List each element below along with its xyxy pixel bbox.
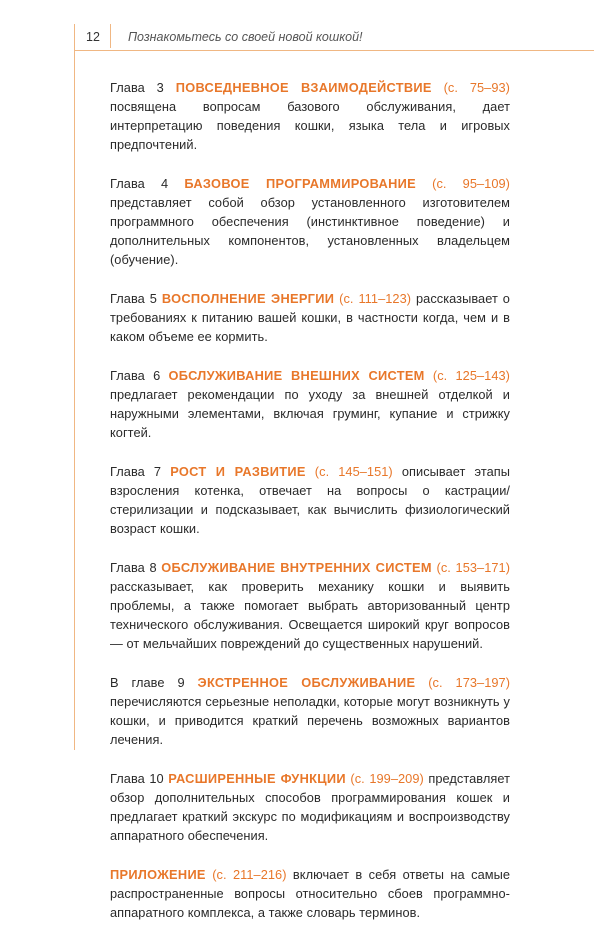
- page-range: (с. 75–93): [431, 80, 510, 95]
- page-range: (с. 111–123): [334, 291, 412, 306]
- chapter-description: посвящена вопросам базового обслуживания, дает интерпретацию поведения кошки, языка тела и игровых предпочтений.: [110, 99, 510, 152]
- chapter-title: РОСТ И РАЗВИТИЕ: [170, 464, 306, 479]
- chapter-title: ВОСПОЛНЕНИЕ ЭНЕРГИИ: [161, 291, 335, 306]
- chapter-prefix: В главе 9: [110, 675, 198, 690]
- chapter-prefix: Глава 8: [110, 560, 162, 575]
- chapter-description: включает в себя ответы на самые распространенные вопросы относительно сбоев программно-аппаратного комплекса, а также словарь терминов.: [110, 867, 511, 920]
- page-number: 12: [86, 30, 100, 44]
- paragraph-chapter-6: [110, 366, 510, 442]
- chapter-title: БАЗОВОЕ ПРОГРАММИРОВАНИЕ: [184, 176, 416, 191]
- paragraph-chapter-7: [110, 462, 510, 538]
- header-rule: [74, 50, 594, 51]
- page-range: (с. 173–197): [415, 675, 511, 690]
- chapter-prefix: Глава 3: [110, 80, 176, 95]
- chapter-description: представляет собой обзор установленного изготовителем программного обеспечения (инстинктивное поведение) и дополнительных компонентов, установленных владельцем (обучение).: [110, 195, 510, 267]
- running-header: [74, 28, 574, 46]
- page-range: (с. 95–109): [415, 176, 510, 191]
- page-range: (с. 125–143): [424, 368, 510, 383]
- paragraph-chapter-10: [110, 769, 510, 845]
- chapter-description: описывает этапы взросления котенка, отвечает на вопросы о кастрации/стерилизации и подсказывает, как вычислить физиологический возраст кошки.: [110, 464, 510, 536]
- page-range: (с. 145–151): [305, 464, 393, 479]
- paragraph-appendix: [110, 865, 510, 922]
- chapter-prefix: Глава 10: [110, 771, 169, 786]
- chapter-title: РАСШИРЕННЫЕ ФУНКЦИИ: [168, 771, 346, 786]
- paragraph-chapter-9: [110, 673, 510, 749]
- page-range: (с. 199–209): [345, 771, 424, 786]
- page-range: (с. 153–171): [431, 560, 511, 575]
- chapter-prefix: Глава 7: [110, 464, 171, 479]
- chapter-title: ПРИЛОЖЕНИЕ: [110, 867, 206, 882]
- margin-rule: [74, 24, 75, 750]
- chapter-description: представляет обзор дополнительных способов программирования кошек и предлагает краткий экскурс по модификациям и воспроизводству аппаратного обеспечения.: [110, 771, 510, 843]
- paragraph-chapter-8: [110, 558, 510, 653]
- chapter-title: ОБСЛУЖИВАНИЕ ВНЕШНИХ СИСТЕМ: [168, 368, 425, 383]
- chapter-description: рассказывает, как проверить механику кошки и выявить проблемы, а также помогает выбрать авторизованный центр технического обслуживания. Освещается широкий круг вопросов — от мельчайших повреждений до существенных нарушений.: [110, 579, 510, 651]
- chapter-title: ПОВСЕДНЕВНОЕ ВЗАИМОДЕЙСТВИЕ: [175, 80, 432, 95]
- chapter-title: ОБСЛУЖИВАНИЕ ВНУТРЕННИХ СИСТЕМ: [161, 560, 432, 575]
- page-range: (с. 211–216): [205, 867, 287, 882]
- paragraph-chapter-3: [110, 78, 510, 154]
- paragraph-chapter-5: [110, 289, 510, 346]
- chapter-title: ЭКСТРЕННОЕ ОБСЛУЖИВАНИЕ: [197, 675, 416, 690]
- chapter-description: перечисляются серьезные неполадки, которые могут возникнуть у кошки, и приводится краткий перечень возможных вариантов лечения.: [110, 694, 510, 747]
- chapter-description: предлагает рекомендации по уходу за внешней отделкой и наружными элементами, включая груминг, купание и стрижку когтей.: [110, 387, 510, 440]
- chapter-prefix: Глава 5: [110, 291, 162, 306]
- chapter-prefix: Глава 6: [110, 368, 169, 383]
- running-title: Познакомьтесь со своей новой кошкой!: [128, 30, 363, 44]
- chapter-prefix: Глава 4: [110, 176, 185, 191]
- chapter-overview: [110, 78, 510, 942]
- paragraph-chapter-4: [110, 174, 510, 269]
- chapter-description: рассказывает о требованиях к питанию вашей кошки, в частности когда, чем и в каком объеме ее кормить.: [110, 291, 510, 344]
